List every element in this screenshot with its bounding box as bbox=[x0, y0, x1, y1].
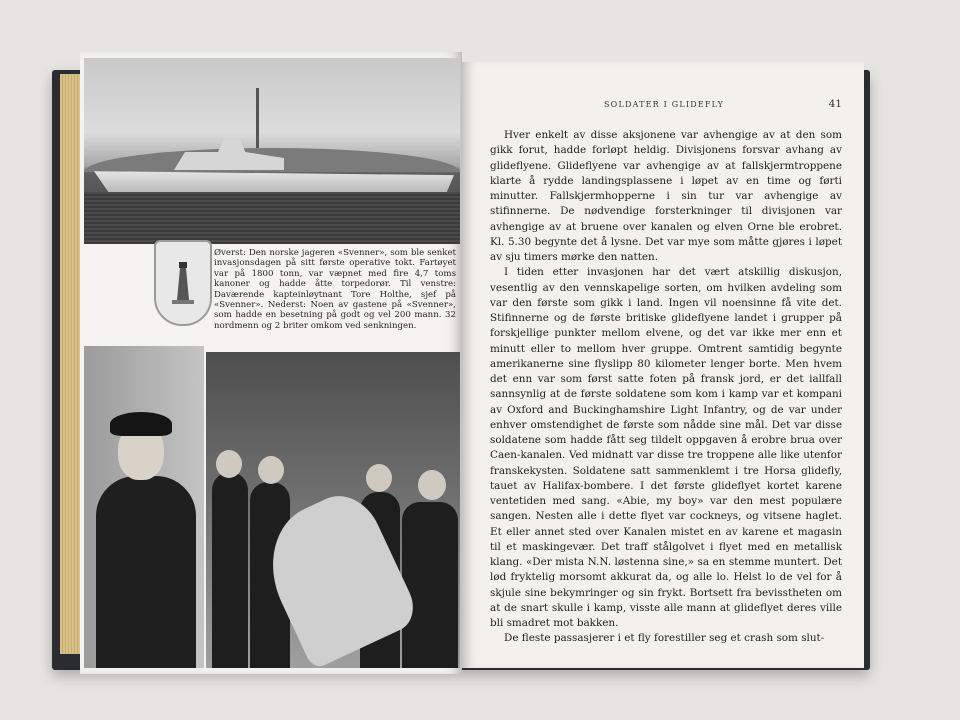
ship-mast bbox=[256, 88, 259, 148]
crew-member-face bbox=[418, 470, 446, 500]
officer-portrait-photo bbox=[84, 346, 204, 668]
lighthouse-crest-icon bbox=[154, 240, 212, 326]
paragraph: I tiden etter invasjonen har det vært atskillig diskusjon, vesentlig av den vennskapelige sorten, om hvilken avdeling som var den første som gikk i land. Ingen vil noensinne få vite det. Stifinnerne og de første britiske glideflyene landet i grupper på forskjellige punkter mellom elvene, og det var ikke mer enn et minutt eller to mellom hver gruppe. Omtrent samtidig begynte amerikanerne sine flyslipp 80 kilometer lenger borte. Men hvem det enn var som først satte foten på fransk jord, er det iallfall sannsynlig at de første soldatene som kom i kamp var et kompani av Oxford and Buckinghamshire Light Infantry, og de var under enhver omstendighet de første som nådde sine mål. Det var disse soldatene som hadde fått seg tildelt oppgaven å erobre brua over Caen-kanalen. Ved midnatt var disse tre troppene alle like utenfor franskekysten. Soldatene satt sammenklemt i tre Horsa glidefly, tauet av Halifax-bombere. I det første glideflyet kortet karene ventetiden med sang. «Abie, my boy» var den mest populære sangen. Nesten alle i dette flyet var cockneys, og vitsene haglet. Et eller annet sted over Kanalen mistet en av karene et magasin til et maskingevær. Det traff stålgolvet i flyet med en metallisk klang. «Der mista N.N. løstenna sine,» sa en stemme muntert. Det lød fryktelig morsomt akkurat da, og alle lo. Helst lo de vel for å skjule sine bekymringer og sin frykt. Bortsett fra bevisstheten om at de snart skulle i kamp, visste alle mann at glideflyet deres ville bli smadret mot bakken. bbox=[490, 266, 842, 629]
left-page bbox=[80, 52, 462, 674]
crew-member-face bbox=[366, 464, 392, 492]
body-text bbox=[490, 128, 842, 647]
sea-water bbox=[84, 192, 460, 244]
page-number: 41 bbox=[828, 98, 842, 110]
running-head: SOLDATER I GLIDEFLY bbox=[604, 100, 725, 109]
crew-member-face bbox=[216, 450, 242, 478]
photo-caption: Øverst: Den norske jageren «Svenner», som ble senket invasjonsdagen på sitt første operative tokt. Fartøyet var på 1800 tonn, var væpnet med fire 4,7 toms kanoner og hadde åtte torpedorør. Til venstre: Daværende kapteinløytnant Tore Holthe, sjef på «Svenner». Nederst: Noen av gastene på «Svenner», som hadde en besetning på godt og vel 200 mann. 32 nordmenn og 2 briter omkom ved senkningen. bbox=[214, 248, 456, 331]
right-page bbox=[462, 62, 864, 668]
crew-member bbox=[402, 502, 458, 668]
crew-photo bbox=[206, 352, 460, 668]
crew-member bbox=[212, 472, 248, 668]
crew-member-face bbox=[258, 456, 284, 484]
destroyer-photo bbox=[84, 58, 460, 244]
paragraph: De fleste passasjerer i et fly forestiller seg et crash som slut- bbox=[504, 632, 825, 645]
officer-uniform bbox=[96, 476, 196, 668]
officer-cap bbox=[110, 412, 172, 436]
paragraph: Hver enkelt av disse aksjonene var avhengige av at den som gikk forut, hadde forløpt heldig. Divisjonens forsvar avhang av glideflyene. Glideflyene var avhengige av at fallskjermtroppene klarte å rydde landingsplassene i løpet av en time og førti minutter. Fallskjermhopperne i sin tur var avhengige av stifinnerne. De nødvendige forsterkninger til divisjonen var avhengige av at bruene over kanalen og elven Orne ble erobret. Kl. 5.30 begynte det å lysne. Det var mye som måtte gjøres i løpet av sju timers mørke den natten. bbox=[490, 129, 842, 263]
